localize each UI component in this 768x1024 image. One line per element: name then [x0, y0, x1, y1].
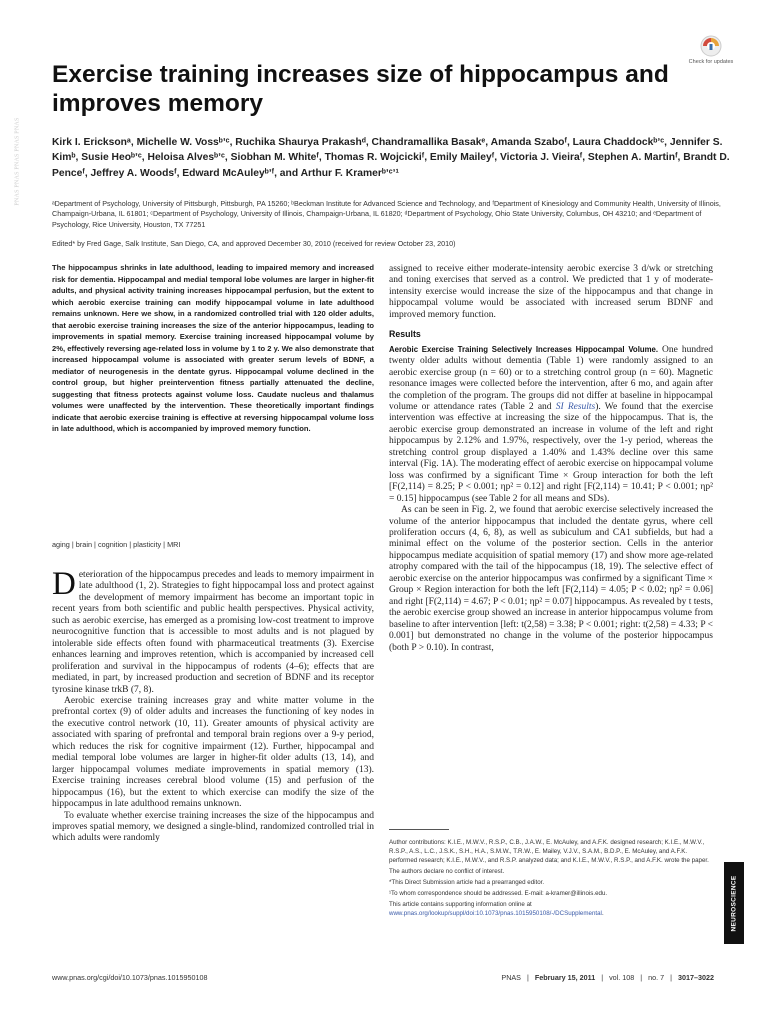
edited-by-line: Edited* by Fred Gage, Salk Institute, San Diego, CA, and approved December 30, 2010 (received for review October 23, 2010): [52, 239, 456, 248]
intro-paragraph-3: To evaluate whether exercise training increases the size of the hippocampus and improves spatial memory, we designed a single-blind, randomized controlled trial in which adults were randomly: [52, 810, 374, 844]
supporting-info-link[interactable]: www.pnas.org/lookup/suppl/doi:10.1073/pnas.1015950108/-/DCSupplemental: [389, 910, 602, 917]
conflict-statement: The authors declare no conflict of interest.: [389, 868, 505, 875]
si-results-link[interactable]: SI Results: [555, 401, 596, 412]
footer-separator: |: [601, 973, 604, 982]
footer-journal: PNAS: [501, 973, 521, 982]
intro-paragraph-2: Aerobic exercise training increases gray and white matter volume in the prefrontal cortex (9) of older adults and increases the functioning of key nodes in the executive control network (10, 11). Greater amounts of physical activity are associated with sparing of prefrontal and temporal brain regions over a 9-y period, which reduces the risk for cognitive impairment (12). Further, hippocampal and medial temporal lobe volumes are larger in higher-fit older adults (13, 14), and larger hippocampal volumes mediate improvements in spatial memory (13). Exercise training increases cerebral blood volume (15) and perfusion of the hippocampus (16), but the extent to which exercise can modify the size of the hippocampus in late adulthood remains unknown.: [52, 695, 374, 810]
intro-paragraph-1-text: eterioration of the hippocampus precedes and leads to memory impairment in late adulthood (1, 2). Strategies to fight hippocampal loss and protect against the development of memory impairment has become an important topic in recent years from both scientific and public health perspectives. Physical activity, such as aerobic exercise, has emerged as a promising low-cost treatment to improve neurocognitive function that is accessible to most adults and is not plagued by intolerable side effects often found with pharmaceutical treatments (3). Exercise enhances learning and improves retention, which is accompanied by increased cell proliferation and survival in the hippocampus of rodents (4–6); effects that are mediated, in part, by increased production and secretion of BDNF and its receptor tyrosine kinase trkB (7, 8).: [52, 570, 374, 695]
body-column-right: [389, 264, 713, 654]
affiliations: ᵃDepartment of Psychology, University of Pittsburgh, Pittsburgh, PA 15260; ᵇBeckman Institute for Advanced Science and Technology, and ᶠDepartment of Kinesiology and Community Health, University of Illinois, Champaign-Urbana, IL 61801; ᶜDepartment of Psychology, University of Illinois, Champaign-Urbana, IL 61820; ᵈDepartment of Psychology, Ohio State University, Columbus, OH 43210; and ᵉDepartment of Psychology, Rice University, Houston, TX 77251: [52, 199, 721, 229]
footer-issue: no. 7: [648, 973, 665, 982]
methods-paragraph: assigned to receive either moderate-intensity aerobic exercise 3 d/wk or stretching and toning exercises that served as a control. We predicted that 1 y of moderate-intensity exercise would increase the size of the hippocampus and that change in hippocampal volume would be associated with increased serum BDNF and improved memory function.: [389, 264, 713, 320]
results-paragraph-1-text-a: One hundred twenty older adults without dementia (Table 1) were randomly assigned to an aerobic exercise group (n = 60) or to a stretching control group (n = 60). Magnetic resonance images were collected before the intervention, after 6 mo, and again after the completion of the program. The groups did not differ at baseline in hippocampal volume or attendance rates (Table 2 and: [389, 344, 713, 412]
footer-pages: 3017–3022: [678, 973, 714, 982]
subject-tab-label: NEUROSCIENCE: [730, 875, 738, 931]
results-subheading: Aerobic Exercise Training Selectively Increases Hippocampal Volume.: [389, 344, 659, 354]
pnas-vertical-wordmark: [2, 110, 32, 206]
body-column-left: [52, 566, 374, 845]
results-heading: Results: [389, 329, 421, 340]
footer-doi-url[interactable]: www.pnas.org/cgi/doi/10.1073/pnas.1015950108: [52, 973, 208, 982]
footer-volume: vol. 108: [609, 973, 635, 982]
direct-submission-note: *This Direct Submission article had a prearranged editor.: [389, 879, 545, 886]
footer-separator: |: [526, 973, 529, 982]
subject-tab: [724, 862, 744, 944]
supporting-info-note: [389, 900, 713, 918]
footnotes: [389, 838, 713, 920]
check-updates-label: Check for updates: [688, 59, 734, 65]
footnote-divider: [389, 829, 449, 830]
pnas-logo-text: PNAS PNAS PNAS PNAS PNAS: [14, 117, 21, 206]
results-paragraph-1-text-b: ). We found that the exercise intervention was effective at increasing the size of the hippocampus. That is, the aerobic exercise group demonstrated an increase in volume of the left and right hippocampus by 2.12% and 1.97%, respectively, over the 1-y period, whereas the stretching control group displayed a 1.40% and 1.43% decline over this same interval (Fig. 1A). The moderating effect of aerobic exercise on hippocampal volume loss was confirmed by a significant Time × Group interaction for both the left [F(2,114) = 8.25; P < 0.001; ηp² = 0.12] and right [F(2,114) = 10.41; P < 0.001; ηp² = 0.15] hippocampus (see Table 2 for all means and SDs).: [389, 401, 714, 504]
author-list: Kirk I. Ericksonᵃ, Michelle W. Vossᵇʼᶜ, Ruchika Shaurya Prakashᵈ, Chandramallika Basakᵉ, Amanda Szaboᶠ, Laura Chaddockᵇʼᶜ, Jennifer S. Kimᵇ, Susie Heoᵇʼᶜ, Heloisa Alvesᵇʼᶜ, Siobhan M. Whiteᶠ, Thomas R. Wojcickiᶠ, Emily Maileyᶠ, Victoria J. Vieiraᶠ, Stephen A. Martinᶠ, Brandt D. Penceᶠ, Jeffrey A. Woodsᶠ, Edward McAuleyᵇʼᶠ, and Arthur F. Kramerᵇʼᶜʼ¹: [52, 137, 730, 179]
footer-separator: |: [670, 973, 673, 982]
check-for-updates-badge[interactable]: [686, 35, 736, 77]
keywords: aging | brain | cognition | plasticity | MRI: [52, 540, 181, 549]
results-paragraph-2: As can be seen in Fig. 2, we found that aerobic exercise selectively increased the volume of the anterior hippocampus that included the dentate gyrus, where cell proliferation occurs (4, 6, 8), as well as subiculum and CA1 subfields, but had a minimal effect on the volume of the posterior section. Cells in the anterior hippocampus mediate acquisition of spatial memory (17) and show more age-related atrophy compared with the tail of the hippocampus (18, 19). The selective effect of aerobic exercise on the anterior hippocampus was confirmed by a significant Time × Group × Region interaction for both the left [F(2,114) = 4.05; P < 0.02; ηp² = 0.06] and right [F(2,114) = 4.67; P < 0.01; ηp² = 0.07] hippocampus. As revealed by t tests, the aerobic exercise group showed an increase in anterior hippocampus volume from baseline to after intervention [left: t(2,58) = 3.38; P < 0.001; right: t(2,58) = 4.33; P < 0.001] but demonstrated no change in the volume of the posterior hippocampus (both P > 0.10). In contrast,: [389, 505, 713, 653]
author-contributions: Author contributions: K.I.E., M.W.V., R.S.P., C.B., J.A.W., E. McAuley, and A.F.K. designed research; K.I.E., M.W.V., R.S.P., A.S., L.C., J.S.K., S.H., H.A., S.M.W., T.R.W., E. Mailey, V.J.V., S.A.M., B.D.P., E. McAuley, and A.F.K. performed research; K.I.E., M.W.V., and R.S.P. analyzed data; and K.I.E., M.W.V., R.S.P., and A.F.K. wrote the paper.: [389, 839, 709, 864]
drop-cap: D: [52, 566, 76, 602]
footer-separator: |: [640, 973, 643, 982]
footer-citation: [458, 973, 714, 982]
results-paragraph-1: [389, 344, 713, 505]
pnas-sidebar-logo: [2, 110, 32, 630]
supporting-info-prefix: This article contains supporting information online at: [389, 901, 532, 908]
check-updates-icon: [700, 35, 722, 57]
abstract: The hippocampus shrinks in late adulthood, leading to impaired memory and increased risk for dementia. Hippocampal and medial temporal lobe volumes are larger in higher-fit adults, and physical activity training increases hippocampal perfusion, but the extent to which aerobic exercise training can modify hippocampal volume in late adulthood remains unknown. Here we show, in a randomized controlled trial with 120 older adults, that aerobic exercise training increases the size of the anterior hippocampus, leading to improvements in spatial memory. Exercise training increased hippocampal volume by 2%, effectively reversing age-related loss in volume by 1 to 2 y. We also demonstrate that increased hippocampal volume is associated with greater serum levels of BDNF, a mediator of neurogenesis in the dentate gyrus. Hippocampal volume declined in the control group, but higher preintervention fitness partially attenuated the decline, suggesting that fitness protects against volume loss. Caudate nucleus and thalamus volumes were unaffected by the intervention. These theoretically important findings indicate that aerobic exercise training is effective at reversing hippocampal volume loss in late adulthood, which is accompanied by improved memory function.: [52, 263, 374, 433]
article-title: Exercise training increases size of hippocampus and improves memory: [52, 61, 669, 117]
supporting-info-suffix: .: [601, 910, 604, 917]
intro-paragraph-1: [52, 566, 374, 696]
correspondence-note: ¹To whom correspondence should be addressed. E-mail: a-kramer@illinois.edu.: [389, 890, 608, 897]
footer-date: February 15, 2011: [534, 973, 596, 982]
